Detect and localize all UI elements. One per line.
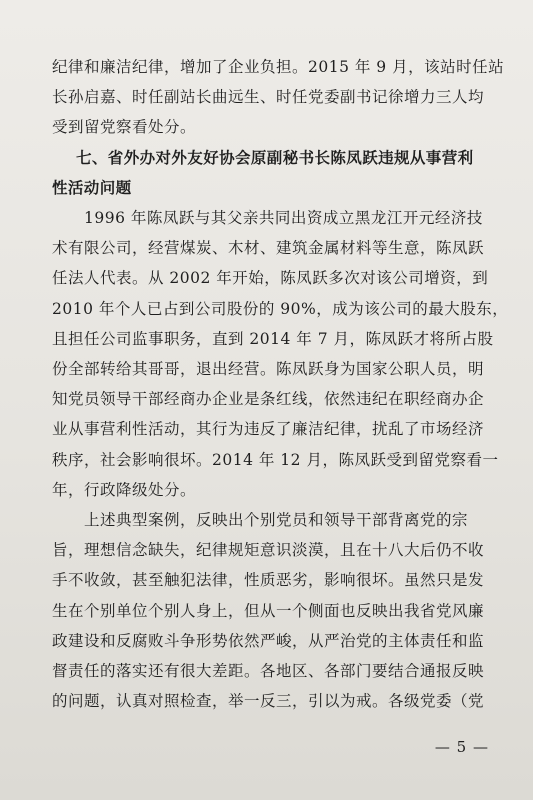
text-line: 受到留党察看处分。 [52, 118, 197, 137]
text-line: 秩序，社会影响很坏。2014 年 12 月，陈凤跃受到留党察看一 [52, 450, 499, 469]
section-heading [52, 143, 489, 203]
text-line: 业从事营利性活动，其行为违反了廉洁纪律，扰乱了市场经济 [52, 420, 485, 439]
heading-line: 性活动问题 [52, 178, 132, 197]
text-line: 2010 年个人已占到公司股份的 90%，成为该公司的最大股东， [52, 299, 509, 318]
text-line: 手不收敛，甚至触犯法律，性质恶劣，影响很坏。虽然只是发 [52, 571, 485, 590]
text-line: 督责任的落实还有很大差距。各地区、各部门要结合通报反映 [52, 662, 485, 681]
text-line: 1996 年陈凤跃与其父亲共同出资成立黑龙江开元经济技 [84, 209, 483, 228]
text-line: 术有限公司，经营煤炭、木材、建筑金属材料等生意，陈凤跃 [52, 239, 485, 258]
text-line: 的问题，认真对照检查，举一反三，引以为戒。各级党委（党 [52, 692, 485, 711]
text-line: 知党员领导干部经商办企业是条红线，依然违纪在职经商办企 [52, 390, 485, 409]
page-number: — 5 — [434, 738, 489, 756]
text-line: 纪律和廉洁纪律，增加了企业负担。2015 年 9 月，该站时任站 [52, 58, 505, 76]
text-line: 上述典型案例，反映出个别党员和领导干部背离党的宗 [84, 511, 469, 530]
heading-line: 七、省外办对外友好协会原副秘书长陈凤跃违规从事营利 [76, 148, 474, 167]
text-line: 任法人代表。从 2002 年开始，陈凤跃多次对该公司增资，到 [52, 269, 489, 288]
summary-paragraph [52, 505, 489, 716]
text-line: 年，行政降级处分。 [52, 480, 197, 499]
text-line: 长孙启嘉、时任副站长曲远生、时任党委副书记徐增力三人均 [52, 88, 485, 107]
text-line: 且担任公司监事职务，直到 2014 年 7 月，陈凤跃才将所占股 [52, 329, 494, 348]
text-line: 旨，理想信念缺失，纪律规矩意识淡漠，且在十八大后仍不收 [52, 541, 485, 560]
text-line: 份全部转给其哥哥，退出经营。陈凤跃身为国家公职人员，明 [52, 360, 485, 379]
text-line: 生在个别单位个别人身上，但从一个侧面也反映出我省党风廉 [52, 601, 485, 620]
section-body [52, 203, 509, 505]
text-line: 政建设和反腐败斗争形势依然严峻，从严治党的主体责任和监 [52, 631, 485, 650]
paragraph-continuation [52, 52, 505, 143]
